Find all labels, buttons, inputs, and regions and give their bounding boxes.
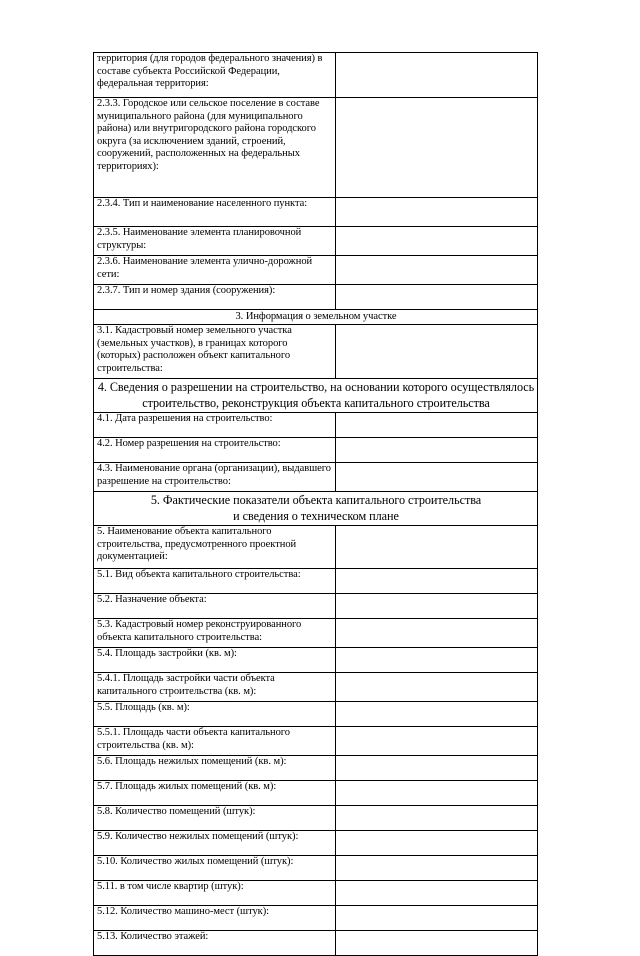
form-row	[94, 673, 538, 702]
section-title	[94, 310, 538, 325]
form-row	[94, 881, 538, 906]
field-label: 2.3.5. Наименование элемента планировочной структуры:	[94, 227, 336, 256]
field-value-cell[interactable]	[336, 619, 538, 648]
field-value-cell[interactable]	[336, 727, 538, 756]
form-row	[94, 594, 538, 619]
section-title	[94, 492, 538, 526]
form-row	[94, 256, 538, 285]
form-row	[94, 569, 538, 594]
field-value-cell[interactable]	[336, 198, 538, 227]
form-row	[94, 781, 538, 806]
section-title	[94, 379, 538, 413]
field-value-cell[interactable]	[336, 756, 538, 781]
field-label: 5.7. Площадь жилых помещений (кв. м):	[94, 781, 336, 806]
field-value-cell[interactable]	[336, 526, 538, 569]
field-label: 2.3.7. Тип и номер здания (сооружения):	[94, 285, 336, 310]
field-label: 4.1. Дата разрешения на строительство:	[94, 413, 336, 438]
form-row	[94, 438, 538, 463]
field-value-cell[interactable]	[336, 881, 538, 906]
section-title-line: строительство, реконструкция объекта капитального строительства	[142, 395, 490, 410]
form-row	[94, 702, 538, 727]
form-row	[94, 53, 538, 98]
field-label: 5.2. Назначение объекта:	[94, 594, 336, 619]
form-table-body	[94, 53, 538, 956]
field-label: 5.12. Количество машино-мест (штук):	[94, 906, 336, 931]
field-label: 5.10. Количество жилых помещений (штук):	[94, 856, 336, 881]
field-label: 5.13. Количество этажей:	[94, 931, 336, 956]
section-header-5	[94, 492, 538, 526]
form-row	[94, 756, 538, 781]
field-value-cell[interactable]	[336, 856, 538, 881]
field-label: 5.1. Вид объекта капитального строительства:	[94, 569, 336, 594]
field-value-cell[interactable]	[336, 256, 538, 285]
section-title-line: 3. Информация о земельном участке	[235, 311, 397, 322]
field-value-cell[interactable]	[336, 325, 538, 379]
field-value-cell[interactable]	[336, 285, 538, 310]
form-row	[94, 931, 538, 956]
form-row	[94, 198, 538, 227]
field-label: 3.1. Кадастровый номер земельного участка (земельных участков), в границах которого (которых) расположен объект капитального строительства:	[94, 325, 336, 379]
form-row	[94, 227, 538, 256]
field-value-cell[interactable]	[336, 463, 538, 492]
field-value-cell[interactable]	[336, 806, 538, 831]
section-title-line: и сведения о техническом плане	[233, 508, 399, 523]
form-row	[94, 325, 538, 379]
section-title-line: 5. Фактические показатели объекта капитального строительства	[150, 493, 482, 507]
field-value-cell[interactable]	[336, 413, 538, 438]
form-row	[94, 463, 538, 492]
field-label: 5.5. Площадь (кв. м):	[94, 702, 336, 727]
form-row	[94, 285, 538, 310]
section-title-line: 4. Сведения о разрешении на строительство, на основании которого осуществлялось	[97, 380, 535, 394]
field-label: 5.6. Площадь нежилых помещений (кв. м):	[94, 756, 336, 781]
form-row	[94, 413, 538, 438]
field-value-cell[interactable]	[336, 227, 538, 256]
field-value-cell[interactable]	[336, 438, 538, 463]
form-row	[94, 648, 538, 673]
field-label: 4.2. Номер разрешения на строительство:	[94, 438, 336, 463]
form-row	[94, 831, 538, 856]
field-value-cell[interactable]	[336, 831, 538, 856]
form-row	[94, 727, 538, 756]
field-label: 5.3. Кадастровый номер реконструированного объекта капитального строительства:	[94, 619, 336, 648]
form-row	[94, 856, 538, 881]
field-label: 5. Наименование объекта капитального строительства, предусмотренного проектной документацией:	[94, 526, 336, 569]
field-value-cell[interactable]	[336, 906, 538, 931]
section-header-4	[94, 379, 538, 413]
field-value-cell[interactable]	[336, 569, 538, 594]
field-label: 5.9. Количество нежилых помещений (штук):	[94, 831, 336, 856]
field-label: территория (для городов федерального значения) в составе субъекта Российской Федерации, федеральная территория:	[94, 53, 336, 98]
field-value-cell[interactable]	[336, 673, 538, 702]
field-value-cell[interactable]	[336, 781, 538, 806]
field-label: 5.11. в том числе квартир (штук):	[94, 881, 336, 906]
field-value-cell[interactable]	[336, 53, 538, 98]
form-row	[94, 526, 538, 569]
field-label: 5.8. Количество помещений (штук):	[94, 806, 336, 831]
field-label: 2.3.4. Тип и наименование населенного пункта:	[94, 198, 336, 227]
document-page	[93, 52, 538, 956]
field-value-cell[interactable]	[336, 931, 538, 956]
field-value-cell[interactable]	[336, 594, 538, 619]
field-label: 5.4. Площадь застройки (кв. м):	[94, 648, 336, 673]
form-table	[93, 52, 538, 956]
form-row	[94, 806, 538, 831]
field-value-cell[interactable]	[336, 648, 538, 673]
field-label: 4.3. Наименование органа (организации), выдавшего разрешение на строительство:	[94, 463, 336, 492]
field-label: 2.3.3. Городское или сельское поселение в составе муниципального района (для муниципального района) или внутригородского района городского округа (за исключением зданий, строений, сооружений, расположенных на федеральных территориях):	[94, 98, 336, 198]
field-label: 5.5.1. Площадь части объекта капитального строительства (кв. м):	[94, 727, 336, 756]
field-value-cell[interactable]	[336, 98, 538, 198]
field-label: 2.3.6. Наименование элемента улично-дорожной сети:	[94, 256, 336, 285]
form-row	[94, 98, 538, 198]
form-row	[94, 619, 538, 648]
form-row	[94, 906, 538, 931]
field-label: 5.4.1. Площадь застройки части объекта капитального строительства (кв. м):	[94, 673, 336, 702]
section-header-3	[94, 310, 538, 325]
field-value-cell[interactable]	[336, 702, 538, 727]
